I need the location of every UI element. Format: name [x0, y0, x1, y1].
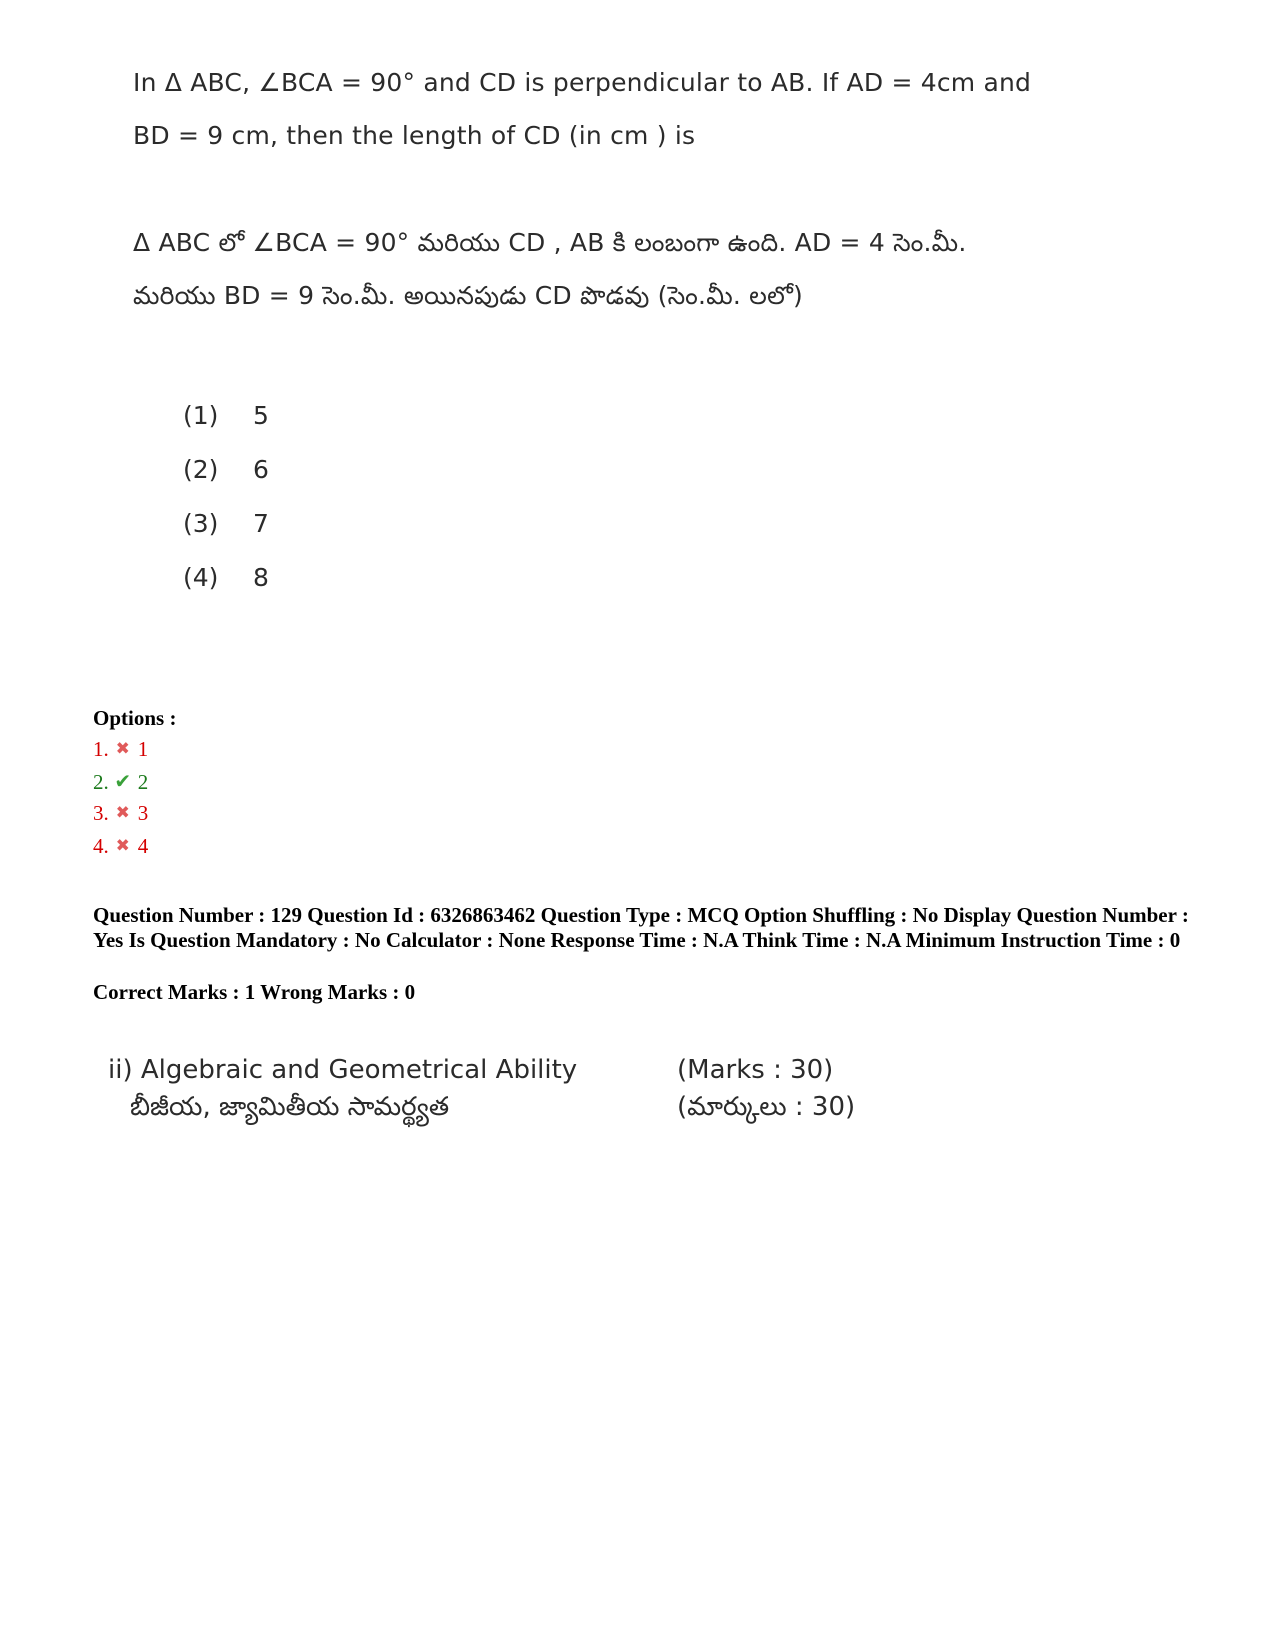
option-index: 1.	[93, 737, 109, 761]
cross-icon: ✖	[115, 836, 130, 855]
option-index: 2.	[93, 770, 109, 794]
option-label: 1	[137, 737, 149, 761]
question-english-line-2: BD = 9 cm, then the length of CD (in cm ) is	[133, 121, 696, 150]
check-icon: ✔	[114, 771, 132, 793]
choice-value: 5	[253, 401, 269, 430]
question-marks: Correct Marks : 1 Wrong Marks : 0	[93, 980, 416, 1004]
choice-value: 8	[253, 563, 269, 592]
choice-number: (4)	[183, 563, 219, 592]
choice-value: 6	[253, 455, 269, 484]
option-4	[93, 834, 148, 859]
cross-icon: ✖	[115, 739, 130, 758]
section-marks-english: (Marks : 30)	[677, 1055, 834, 1085]
choice-number: (3)	[183, 509, 219, 538]
question-english-line-1: In Δ ABC, ∠BCA = 90° and CD is perpendicular to AB. If AD = 4cm and	[133, 68, 1032, 97]
choice-number: (2)	[183, 455, 219, 484]
section-marks-telugu: (మార్కులు : 30)	[677, 1092, 856, 1122]
choice-number: (1)	[183, 401, 219, 430]
options-title: Options :	[93, 706, 177, 730]
question-metadata: Question Number : 129 Question Id : 6326863462 Question Type : MCQ Option Shuffling : No Display Question Number : Yes Is Question Mandatory : No Calculator : None Response Time : N.A Think Time : N.A Minimum Instruction Time : 0	[93, 903, 1189, 952]
question-telugu-line-1: Δ ABC లో ∠BCA = 90° మరియు CD , AB కి లంబంగా ఉంది. AD = 4 సెం.మీ.	[133, 228, 967, 257]
choice-4	[183, 563, 269, 592]
choice-2	[183, 455, 269, 484]
option-label: 4	[137, 834, 149, 858]
option-3	[93, 801, 148, 826]
choice-value: 7	[253, 509, 269, 538]
option-label: 2	[137, 770, 149, 794]
option-2	[93, 769, 148, 795]
question-telugu-line-2: మరియు BD = 9 సెం.మీ. అయినపుడు CD పొడవు (సెం.మీ. లలో)	[133, 281, 803, 310]
section-title-english: ii) Algebraic and Geometrical Ability	[108, 1055, 578, 1085]
choice-3	[183, 509, 269, 538]
choice-1	[183, 401, 269, 430]
cross-icon: ✖	[115, 803, 130, 822]
option-1	[93, 737, 148, 762]
option-label: 3	[137, 801, 149, 825]
option-index: 4.	[93, 834, 109, 858]
option-index: 3.	[93, 801, 109, 825]
section-title-telugu: బీజీయ, జ్యామితీయ సామర్థ్యత	[130, 1092, 450, 1122]
